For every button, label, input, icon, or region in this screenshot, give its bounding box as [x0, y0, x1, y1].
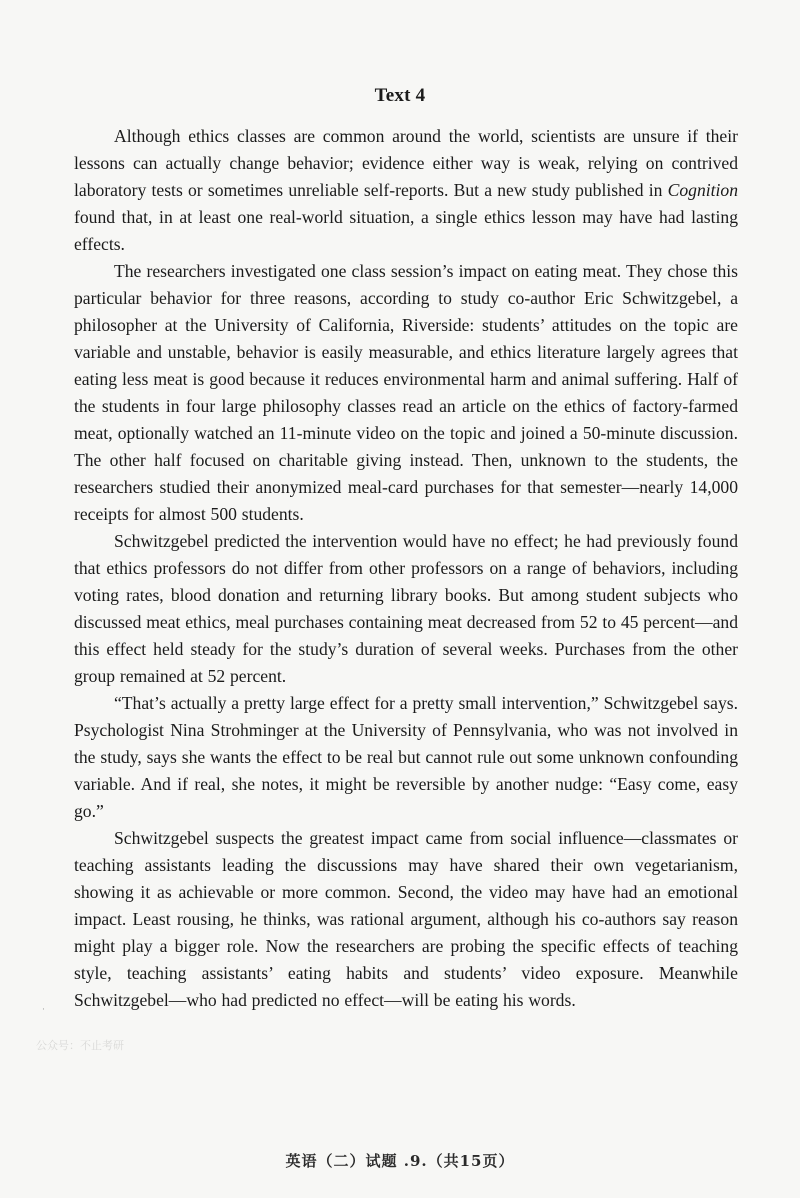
margin-mark: ·: [42, 1005, 45, 1015]
paragraph-5: [74, 825, 738, 1014]
watermark: 公众号：不止考研: [36, 1039, 124, 1052]
paragraph-1: [74, 123, 738, 258]
paragraph-4: [74, 690, 738, 825]
paragraph-text: Schwitzgebel predicted the intervention would have no effect; he had previously found that ethics professors do not differ from other professors on a range of behaviors, including voting rates, blood donation and returning library books. But among student subjects who discussed meat ethics, meal purchases containing meat decreased from 52 to 45 percent—and this effect held steady for the study’s duration of several weeks. Purchases from the other group remained at 52 percent.: [74, 531, 738, 686]
paragraph-text: The researchers investigated one class session’s impact on eating meat. They chose this particular behavior for three reasons, according to study co-author Eric Schwitzgebel, a philosopher at the University of California, Riverside: students’ attitudes on the topic are variable and unstable, behavior is easily measurable, and ethics literature largely agrees that eating less meat is good because it reduces environmental harm and animal suffering. Half of the students in four large philosophy classes read an article on the ethics of factory-farmed meat, optionally watched an 11-minute video on the topic and joined a 50-minute discussion. The other half focused on charitable giving instead. Then, unknown to the students, the researchers studied their anonymized meal-card purchases for that semester—nearly 14,000 receipts for almost 500 students.: [74, 261, 738, 524]
page-footer: 英语（二）试题 .9.（共15页）: [285, 1152, 515, 1170]
paragraph-text: Although ethics classes are common around the world, scientists are unsure if their lessons can actually change behavior; evidence either way is weak, relying on contrived laboratory tests or sometimes unreliable self-reports. But a new study published in: [74, 126, 738, 200]
journal-name: Cognition: [667, 180, 738, 200]
paragraph-3: [74, 528, 738, 690]
paragraph-text: found that, in at least one real-world situation, a single ethics lesson may have had lasting effects.: [74, 207, 738, 254]
paragraph-text: Schwitzgebel suspects the greatest impact came from social influence—classmates or teaching assistants leading the discussions may have shared their own vegetarianism, showing it as achievable or more common. Second, the video may have had an emotional impact. Least rousing, he thinks, was rational argument, although his co-authors say reason might play a bigger role. Now the researchers are probing the specific effects of teaching style, teaching assistants’ eating habits and students’ video exposure. Meanwhile Schwitzgebel—who had predicted no effect—will be eating his words.: [74, 828, 738, 1010]
passage-body: [74, 123, 738, 1014]
text-title: Text 4: [374, 85, 426, 106]
paragraph-2: [74, 258, 738, 528]
paragraph-text: “That’s actually a pretty large effect for a pretty small intervention,” Schwitzgebel says. Psychologist Nina Strohminger at the University of Pennsylvania, who was not involved in the study, says she wants the effect to be real but cannot rule out some unknown confounding variable. And if real, she notes, it might be reversible by another nudge: “Easy come, easy go.”: [74, 693, 738, 821]
